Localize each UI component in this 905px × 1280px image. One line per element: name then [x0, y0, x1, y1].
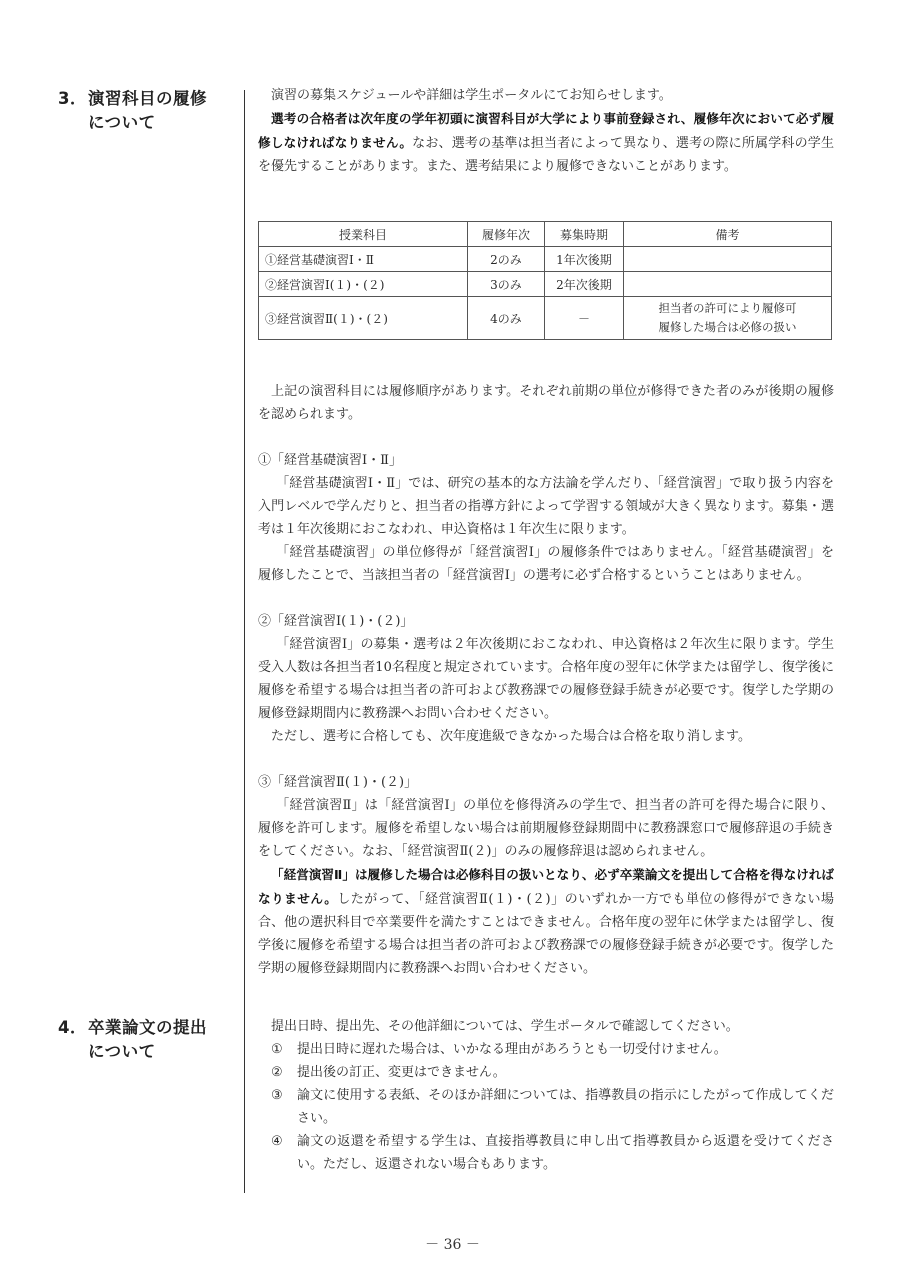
year-cell: 3のみ: [468, 272, 545, 297]
bold-text: 「経営演習Ⅱ」は履修した場合は必修科目の扱いとなり、必ず卒業論文を提出して合格を得なければなりません。: [258, 867, 834, 906]
list-text: 提出後の訂正、変更はできません。: [297, 1065, 506, 1080]
remark-cell: [624, 272, 832, 297]
section-3-intro: [258, 84, 834, 178]
list-item: [258, 1061, 834, 1084]
section-4-title-line2: について: [88, 1042, 156, 1061]
column-header: 募集時期: [545, 222, 624, 247]
paragraph: 「経営演習Ⅰ」の募集・選考は２年次後期におこなわれ、申込資格は２年次生に限ります。学生受入人数は各担当者10名程度と規定されています。合格年度の翌年に休学または留学し、復学後に履修を希望する場合は担当者の許可および教務課での履修登録手続きが必要です。復学した学期の履修登録期間内に教務課へお問い合わせください。: [258, 637, 834, 721]
paragraph: 「経営基礎演習Ⅰ・Ⅱ」では、研究の基本的な方法論を学んだり、「経営演習」で取り扱う内容を入門レベルで学んだりと、担当者の指導方針によって学習する領域が大きく異なります。募集・選考は１年次後期におこなわれ、申込資格は１年次生に限ります。: [258, 476, 834, 537]
section-4-heading: [58, 1016, 207, 1064]
paragraph-text: なお、選考の基準は担当者によって異なり、選考の際に所属学科の学生を優先することがあります。また、選考結果により履修できないことがあります。: [258, 136, 834, 174]
list-text: 論文の返還を希望する学生は、直接指導教員に申し出て指導教員から返還を受けてください。ただし、返還されない場合もあります。: [297, 1134, 834, 1172]
year-cell: 2のみ: [468, 247, 545, 272]
list-marker: ④: [271, 1134, 283, 1149]
paragraph: 提出日時、提出先、その他詳細については、学生ポータルで確認してください。: [271, 1019, 739, 1034]
remark-cell: [624, 247, 832, 272]
period-cell: 1年次後期: [545, 247, 624, 272]
column-header: 備考: [624, 222, 832, 247]
list-item: [258, 1084, 834, 1130]
remark-cell: [624, 297, 832, 340]
course-table: [258, 221, 832, 340]
paragraph-order: 上記の演習科目には履修順序があります。それぞれ前期の単位が修得できた者のみが後期の履修を認められます。: [258, 384, 834, 422]
paragraph: ただし、選考に合格しても、次年度進級できなかった場合は合格を取り消します。: [271, 729, 751, 744]
column-header: 授業科目: [259, 222, 468, 247]
page-number: － 36 －: [425, 1237, 480, 1253]
column-header: 履修年次: [468, 222, 545, 247]
paragraph: 演習の募集スケジュールや詳細は学生ポータルにてお知らせします。: [271, 88, 672, 103]
period-cell: 2年次後期: [545, 272, 624, 297]
period-cell: －: [545, 297, 624, 340]
section-4-body: [258, 1015, 834, 1176]
paragraph: 「経営演習Ⅱ」は「経営演習Ⅰ」の単位を修得済みの学生で、担当者の許可を得た場合に限り、履修を許可します。履修を希望しない場合は前期履修登録期間中に教務課窓口で履修辞退の手続きをしてください。なお、「経営演習Ⅱ(２)」のみの履修辞退は認められません。: [258, 798, 834, 859]
list-text: 論文に使用する表紙、そのほか詳細については、指導教員の指示にしたがって作成してください。: [297, 1088, 834, 1126]
remark-line: 担当者の許可により履修可: [658, 301, 797, 315]
list-item: [258, 1038, 834, 1061]
section-3-heading: [58, 87, 207, 135]
list-marker: ①: [271, 1042, 283, 1057]
paragraph-selection-rule: [258, 107, 834, 178]
bold-text: 選考の合格者は次年度の学年初頭に演習科目が大学により事前登録され、履修年次において必ず履修しなければなりません。: [258, 111, 834, 150]
list-marker: ③: [271, 1088, 283, 1103]
section-3-title-line2: について: [88, 113, 156, 132]
section-3-title-line1: 演習科目の履修: [88, 89, 207, 108]
course-cell: ①経営基礎演習Ⅰ・Ⅱ: [259, 247, 468, 272]
subsection-title-2: ②「経営演習Ⅰ(１)・(２)」: [258, 614, 414, 629]
remark-line: 履修した場合は必修の扱い: [658, 320, 797, 334]
section-divider-rule: [244, 90, 245, 1193]
list-item: [258, 1130, 834, 1176]
list-text: 提出日時に遅れた場合は、いかなる理由があろうとも一切受付けません。: [297, 1042, 727, 1057]
section-4-title-line1: 卒業論文の提出: [88, 1018, 207, 1037]
subsection-title-1: ①「経営基礎演習Ⅰ・Ⅱ」: [258, 453, 402, 468]
year-cell: 4のみ: [468, 297, 545, 340]
table-header-row: [259, 222, 832, 247]
course-cell: ②経営演習Ⅰ(１)・(２): [259, 272, 468, 297]
subsection-title-3: ③「経営演習Ⅱ(１)・(２)」: [258, 775, 418, 790]
paragraph-thesis-rule: [258, 863, 834, 980]
list-marker: ②: [271, 1065, 283, 1080]
paragraph-text: したがって、「経営演習Ⅱ(１)・(２)」のいずれか一方でも単位の修得ができない場合、他の選択科目で卒業要件を満たすことはできません。合格年度の翌年に休学または留学し、復学後に履修を希望する場合は担当者の許可および教務課での履修登録手続きが必要です。復学した学期の履修登録期間内に教務課へお問い合わせください。: [258, 892, 834, 976]
section-4-number: 4．: [58, 1018, 87, 1037]
section-3-number: 3．: [58, 89, 87, 108]
course-cell: ③経営演習Ⅱ(１)・(２): [259, 297, 468, 340]
table-row: [259, 247, 832, 272]
table-row: [259, 272, 832, 297]
section-3-body: [258, 380, 834, 980]
paragraph: 「経営基礎演習」の単位修得が「経営演習Ⅰ」の履修条件ではありません。「経営基礎演習」を履修したことで、当該担当者の「経営演習Ⅰ」の選考に必ず合格するということはありません。: [258, 545, 834, 583]
table-row: [259, 297, 832, 340]
submission-notes-list: [258, 1038, 834, 1176]
